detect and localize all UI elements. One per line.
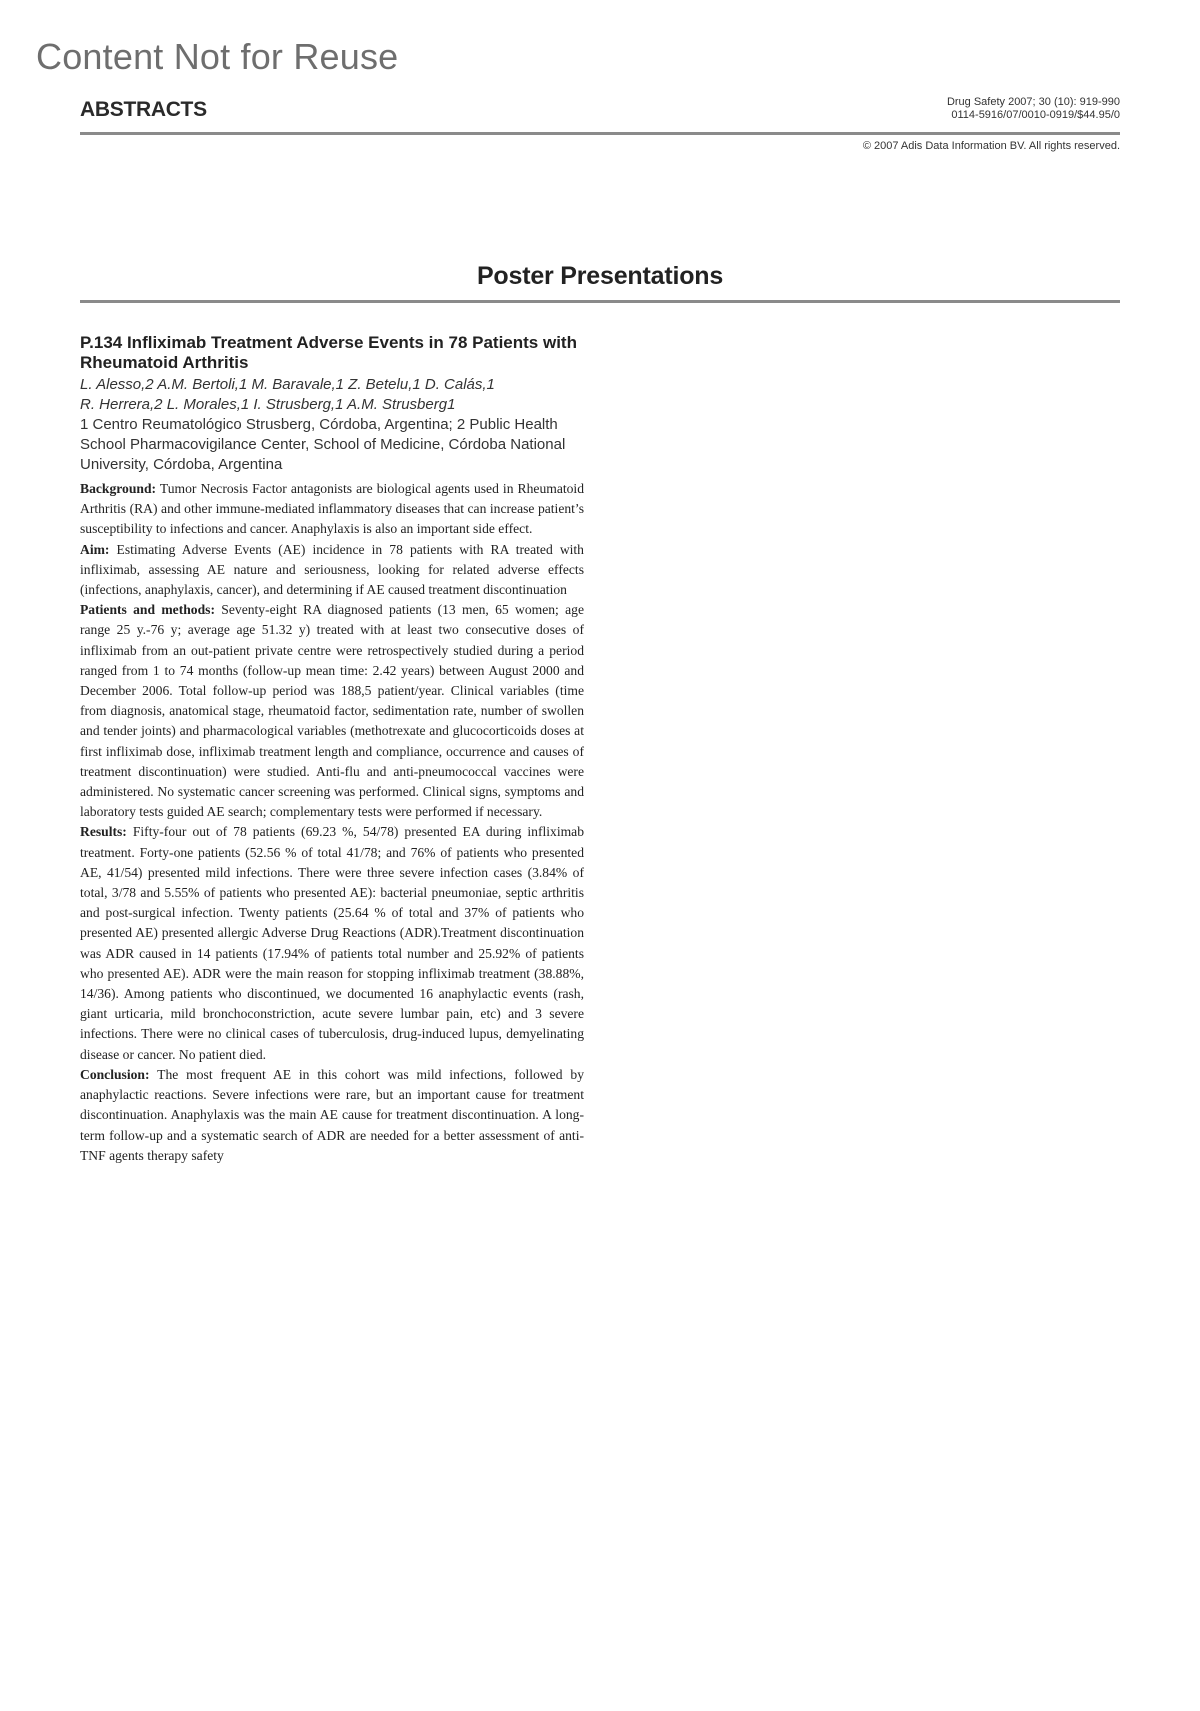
section-text: Seventy-eight RA diagnosed patients (13 men, 65 women; age range 25 y.-76 y; average age 51.32 y) treated with at least two consecutive doses of infliximab from an out-patient private centre were retrospectively studied during a period ranged from 1 to 74 months (follow-up mean time: 2.42 years) between August 2000 and December 2006. Total follow-up period was 188,5 patient/year. Clinical variables (time from diagnosis, anatomical stage, rheumatoid factor, sedimentation rate, number of swollen and tender joints) and pharmacological variables (methotrexate and glucocorticoids doses at first infliximab dose, infliximab treatment length and compliance, occurrence and causes of treatment discontinuation) were studied. Anti-flu and anti-pneumococcal vaccines were administered. No systematic cancer screening was performed. Clinical signs, symptoms and laboratory tests guided AE search; complementary tests were performed if necessary. (80, 602, 584, 820)
section-title: Poster Presentations (476, 262, 724, 290)
section-divider (80, 300, 1120, 303)
abstract-section-conclusion (80, 1065, 584, 1166)
author-line: L. Alesso,2 A.M. Bertoli,1 M. Baravale,1 Z. Betelu,1 D. Calás,1 (80, 376, 495, 393)
section-heading: Results: (80, 824, 127, 840)
author-line: R. Herrera,2 L. Morales,1 I. Strusberg,1 A.M. Strusberg1 (80, 396, 456, 413)
journal-header (80, 96, 1120, 134)
section-text: Tumor Necrosis Factor antagonists are biological agents used in Rheumatoid Arthritis (RA) and other immune-mediated inflammatory diseases that can increase patient’s susceptibility to infections and cancer. Anaphylaxis is also an important side effect. (80, 481, 585, 537)
citation-block (947, 96, 1120, 122)
abstract-section-background (80, 479, 584, 540)
watermark-text: Content Not for Reuse (36, 36, 399, 77)
section-heading: Background: (80, 481, 157, 496)
section-heading: Patients and methods: (80, 602, 215, 618)
abstract-section-aim (80, 540, 584, 601)
copyright-notice: © 2007 Adis Data Information BV. All rights reserved. (862, 140, 1120, 152)
header-divider (80, 132, 1120, 135)
author-list (80, 375, 584, 415)
abstract-section-results (80, 822, 584, 1064)
abstract-title: P.134 Infliximab Treatment Adverse Events in 78 Patients with Rheumatoid Arthritis (80, 333, 577, 372)
abstract-column (80, 333, 584, 1166)
citation-line: Drug Safety 2007; 30 (10): 919-990 (946, 96, 1120, 108)
section-text: Fifty-four out of 78 patients (69.23 %, 54/78) presented EA during infliximab treatment. Forty-one patients (52.56 % of total 41/78; and 76% of patients who presented AE, 41/54) presented mild infections. There were three severe infection cases (3.84% of total, 3/78 and 5.55% of patients who presented AE): bacterial pneumoniae, septic arthritis and post-surgical infection. Twenty patients (25.64 % of total and 37% of patients who presented AE) presented allergic Adverse Drug Reactions (ADR).Treatment discontinuation was ADR caused in 14 patients (17.94% of patients total number and 25.92% of patients who presented AE). ADR were the main reason for stopping infliximab treatment (38.88%, 14/36). Among patients who discontinued, we documented 16 anaphylactic events (rash, giant urticaria, mild bronchoconstriction, acute severe lumbar pain, etc) and 3 severe infections. There were no clinical cases of tuberculosis, drug-induced lupus, demyelinating disease or cancer. No patient died. (80, 824, 585, 1062)
citation-line: 0114-5916/07/0010-0919/$44.95/0 (951, 109, 1120, 121)
section-heading: Conclusion: (80, 1066, 150, 1082)
section-label: ABSTRACTS (80, 98, 207, 121)
section-heading: Aim: (80, 541, 110, 557)
section-text: Estimating Adverse Events (AE) incidence in 78 patients with RA treated with infliximab, assessing AE nature and seriousness, looking for related adverse effects (infections, anaphylaxis, cancer), and determining if AE caused treatment discontinuation (80, 541, 584, 598)
affiliations: 1 Centro Reumatológico Strusberg, Córdoba, Argentina; 2 Public Health School Pharmacovigilance Center, School of Medicine, Córdoba National University, Córdoba, Argentina (80, 416, 566, 473)
section-text: The most frequent AE in this cohort was mild infections, followed by anaphylactic reactions. Severe infections were rare, but an important cause for treatment discontinuation. Anaphylaxis was the main AE cause for treatment discontinuation. A long-term follow-up and a systematic search of ADR are needed for a better assessment of anti-TNF agents therapy safety (80, 1066, 584, 1163)
abstract-section-methods (80, 600, 584, 822)
